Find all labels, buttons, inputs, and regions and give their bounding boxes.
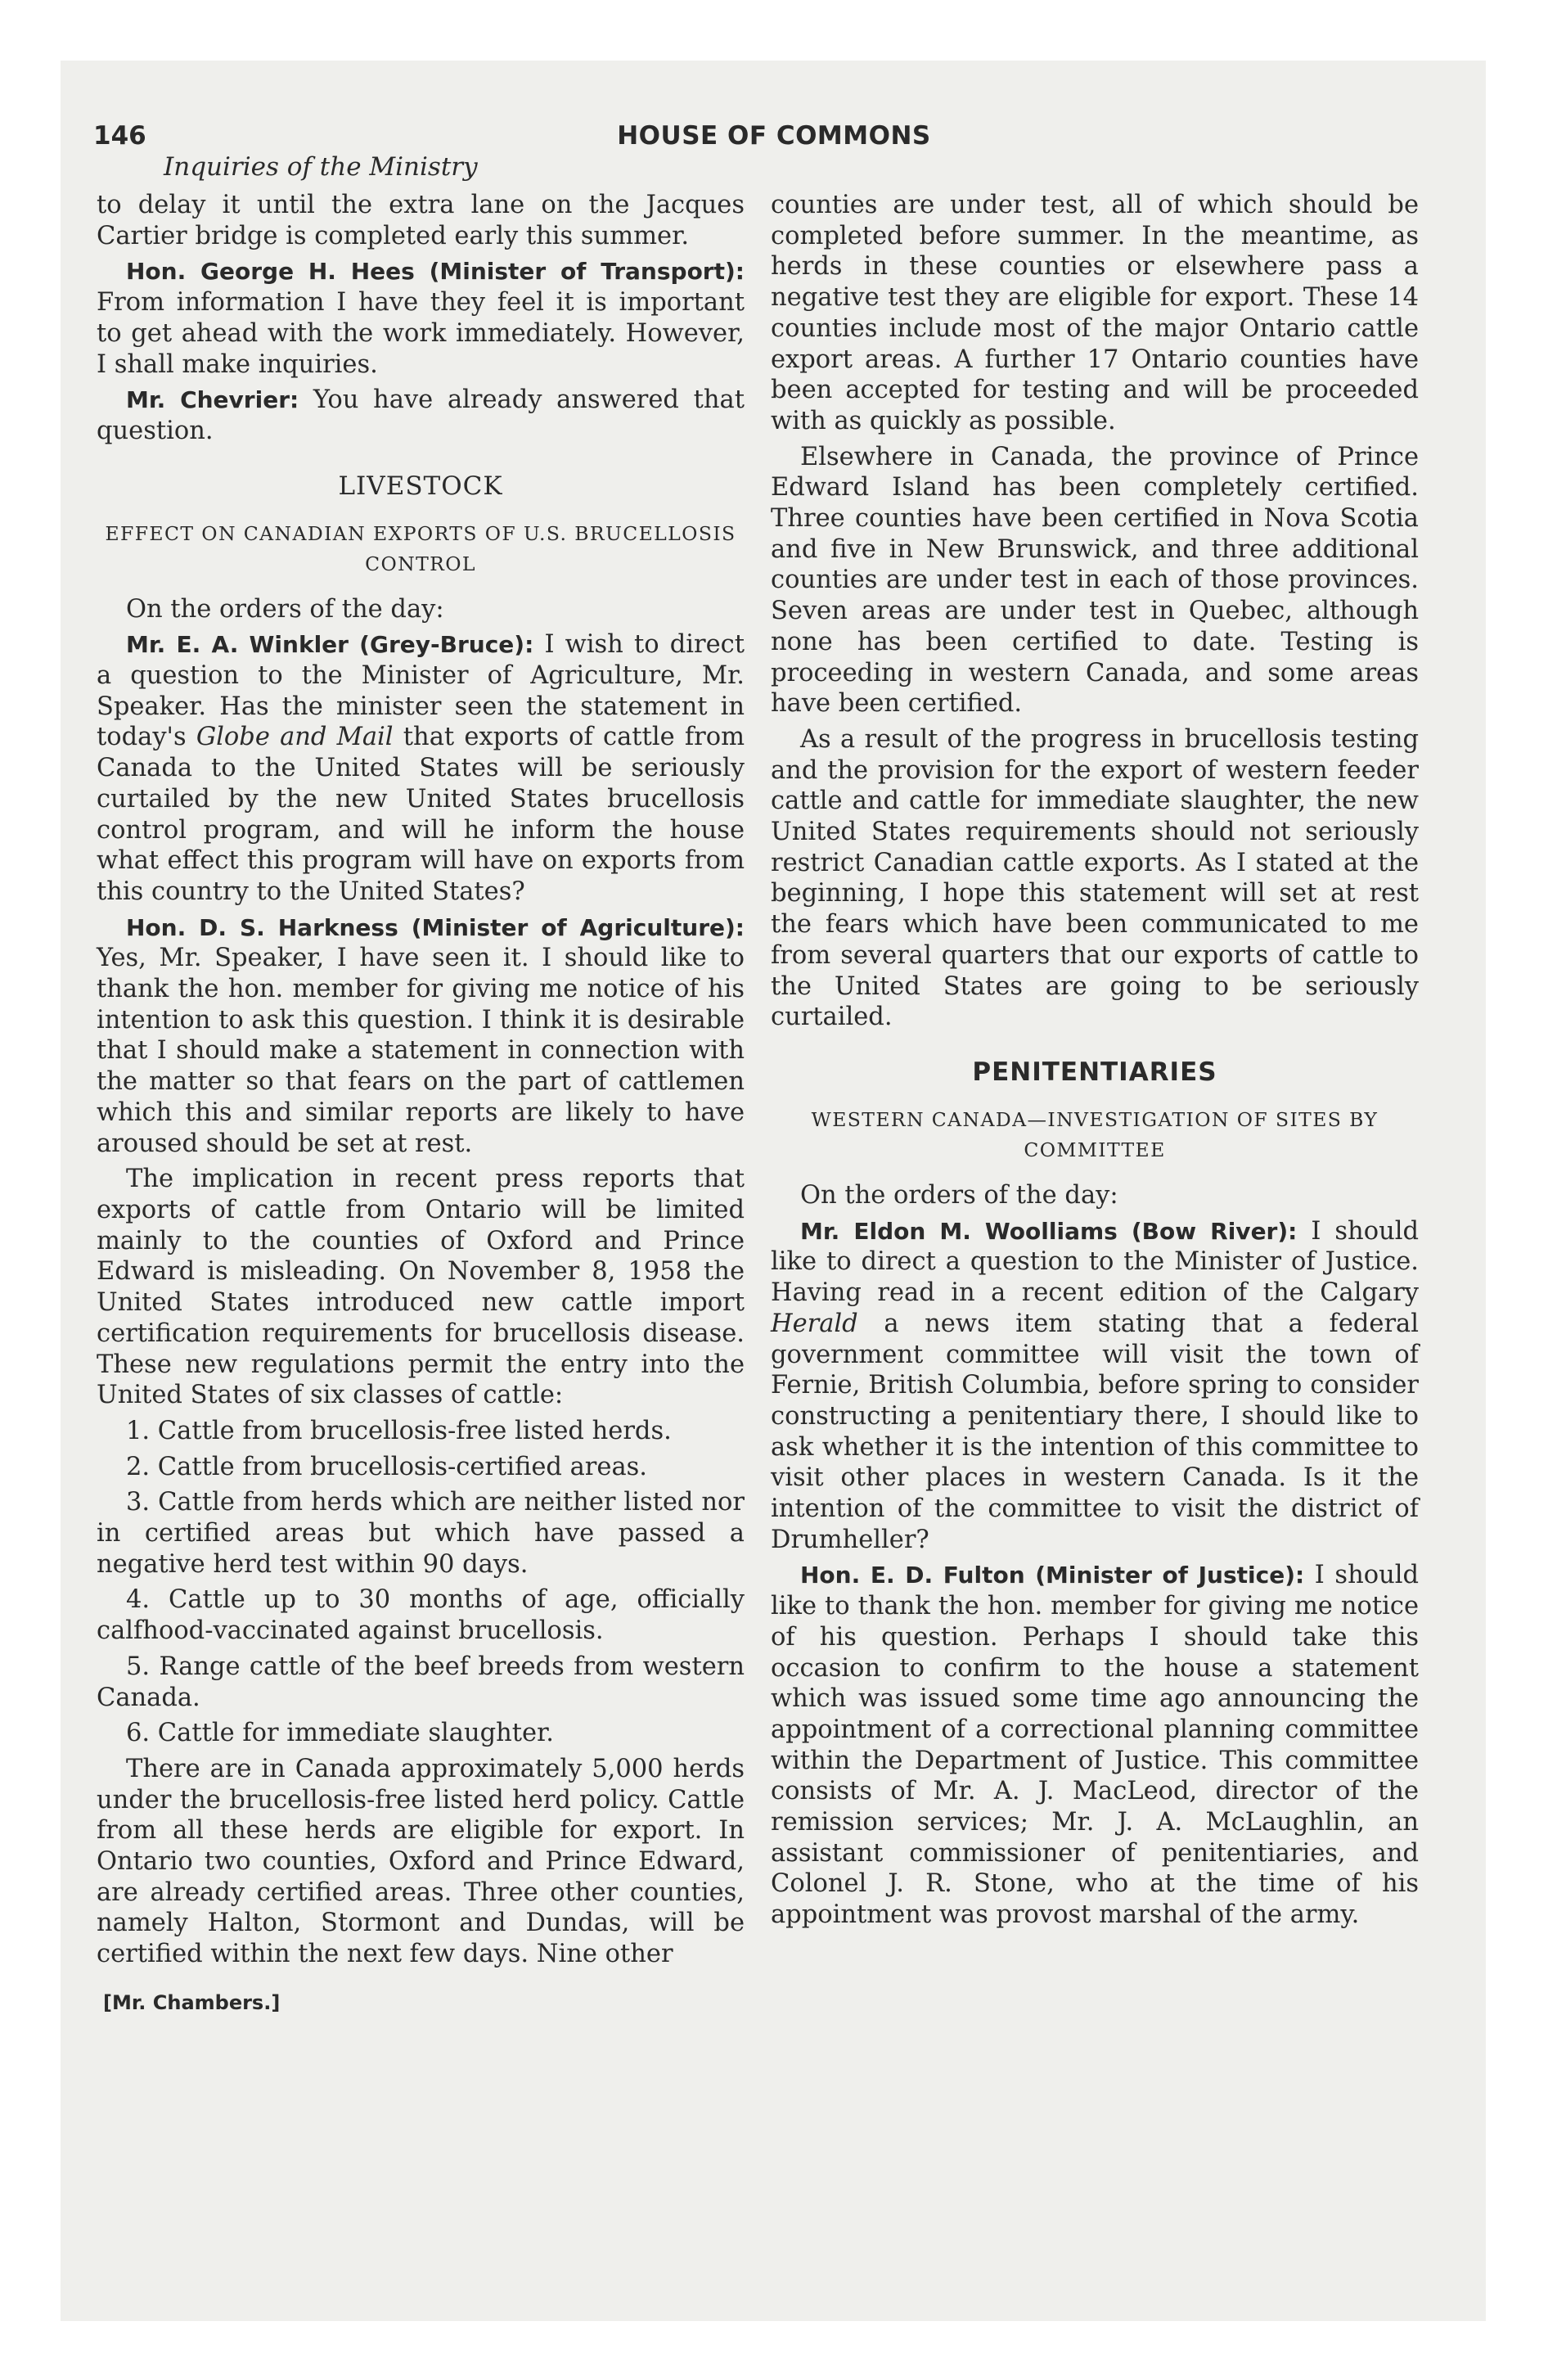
speech-text: I should like to thank the hon. member for giving me notice of his question. Perhaps I should take this occasion to confirm to the house a statement which was issued some time ago announcing the appointment of a correctional planning committee within the Department of Justice. This committee consists of Mr. A. J. MacLeod, director of the remission services; Mr. J. A. McLaughlin, an assistant commissioner of penitentiaries, and Colonel J. R. Stone, who at the time of his appointment was provost marshal of the army. — [771, 1561, 1419, 1930]
speaker-name: Mr. E. A. Winkler (Grey-Bruce): — [126, 631, 534, 659]
list-item: 3. Cattle from herds which are neither listed nor in certified areas but which have passed a negative herd test within 90 days. — [97, 1488, 745, 1579]
paragraph — [97, 385, 745, 446]
newspaper-title: Herald — [771, 1309, 858, 1338]
speech-text: Yes, Mr. Speaker, I have seen it. I should like to thank the hon. member for giving me notice of his intention to ask this question. I think it is desirable that I should make a statement in connection with the matter so that fears on the part of cattlemen which this and similar reports are likely to have aroused should be set at rest. — [97, 944, 745, 1158]
speaker-name: Mr. Chevrier: — [126, 386, 299, 414]
paragraph: The implication in recent press reports that exports of cattle from Ontario will be limited mainly to the counties of Oxford and Prince Edward is misleading. On November 8, 1958 the United States introduced new cattle import certification requirements for brucellosis disease. These new regulations permit the entry into the United States of six classes of cattle: — [97, 1165, 745, 1410]
speaker-footer: [Mr. Chambers.] — [103, 1990, 281, 2014]
paragraph — [97, 913, 745, 1160]
paragraph — [97, 629, 745, 907]
list-item: 6. Cattle for immediate slaughter. — [126, 1719, 554, 1748]
orders-line: On the orders of the day: — [126, 594, 444, 624]
paragraph — [771, 1216, 1419, 1556]
paragraph: There are in Canada approximately 5,000 herds under the brucellosis-free listed herd policy. Cattle from all these herds are eligible for export. In Ontario two counties, Oxford and Prince Edward, are already certified areas. Three other counties, namely Halton, Stormont and Dundas, will be certified within the next few days. Nine other — [97, 1754, 745, 1969]
list-item: 4. Cattle up to 30 months of age, officially calfhood-vaccinated against brucellosis. — [97, 1585, 745, 1646]
page-number: 146 — [93, 121, 146, 151]
paragraph — [97, 256, 745, 380]
speaker-name: Mr. Eldon M. Woolliams (Bow River): — [800, 1217, 1298, 1245]
section-heading: LIVESTOCK — [338, 471, 503, 501]
section-subtitle: Inquiries of the Ministry — [164, 152, 478, 182]
list-item: 1. Cattle from brucellosis-free listed herds. — [126, 1416, 672, 1445]
running-header: HOUSE OF COMMONS — [617, 121, 931, 151]
paragraph: counties are under test, all of which should be completed before summer. In the meantime, as herds in these counties or elsewhere pass a negative test they are eligible for export. These 14 counties include most of the major Ontario cattle export areas. A further 17 Ontario counties have been accepted for testing and will be proceeded with as quickly as possible. — [771, 191, 1419, 435]
paragraph — [771, 1560, 1419, 1930]
list-item: 2. Cattle from brucellosis-certified areas. — [126, 1452, 647, 1481]
paragraph: to delay it until the extra lane on the Jacques Cartier bridge is completed early this summer. — [97, 191, 745, 250]
right-column — [771, 190, 1419, 1936]
list-item: 5. Range cattle of the beef breeds from western Canada. — [97, 1652, 745, 1712]
orders-line: On the orders of the day: — [800, 1180, 1118, 1210]
section-subheading: WESTERN CANADA—INVESTIGATION OF SITES BY COMMITTEE — [811, 1107, 1379, 1161]
paragraph: Elsewhere in Canada, the province of Prince Edward Island has been completely certified. Three counties have been certified in Nova Scotia and five in New Brunswick, and three additional counties are under test in each of those provinces. Seven areas are under test in Quebec, although none has been certified to date. Testing is proceeding in western Canada, and some areas have been certified. — [771, 442, 1419, 719]
speech-text: that exports of cattle from Canada to the United States will be seriously curtailed by the new United States brucellosis control program, and will he inform the house what effect this program will have on exports from this country to the United States? — [97, 723, 745, 906]
section-subheading: EFFECT ON CANADIAN EXPORTS OF U.S. BRUCELLOSIS CONTROL — [105, 521, 736, 575]
speech-text: You have already answered that question. — [97, 385, 745, 445]
left-column — [97, 190, 745, 2014]
speaker-name: Hon. George H. Hees (Minister of Transport): — [126, 258, 745, 286]
speech-text: a news item stating that a federal government committee will visit the town of Fernie, British Columbia, before spring to consider constructing a penitentiary there, I should like to ask whether it is the intention of this committee to visit other places in western Canada. Is it the intention of the committee to visit the district of Drumheller? — [771, 1309, 1419, 1554]
paragraph: As a result of the progress in brucellosis testing and the provision for the export of western feeder cattle and cattle for immediate slaughter, the new United States requirements should not seriously restrict Canadian cattle exports. As I stated at the beginning, I hope this statement will set at rest the fears which have been communicated to me from several quarters that our exports of cattle to the United States are going to be seriously curtailed. — [771, 724, 1419, 1032]
section-heading: PENITENTIARIES — [972, 1057, 1217, 1087]
speech-text: I wish to direct a question to the Minister of Agriculture, Mr. Speaker. Has the minister seen the statement in today's — [97, 630, 745, 752]
speech-text: I should like to direct a question to the Minister of Justice. Having read in a recent edition of the Calgary — [771, 1216, 1419, 1308]
speech-text: From information I have they feel it is important to get ahead with the work immediately. However, I shall make inquiries. — [97, 288, 745, 379]
newspaper-title: Globe and Mail — [196, 723, 394, 752]
speaker-name: Hon. E. D. Fulton (Minister of Justice): — [800, 1562, 1305, 1589]
speaker-name: Hon. D. S. Harkness (Minister of Agriculture): — [126, 913, 745, 941]
